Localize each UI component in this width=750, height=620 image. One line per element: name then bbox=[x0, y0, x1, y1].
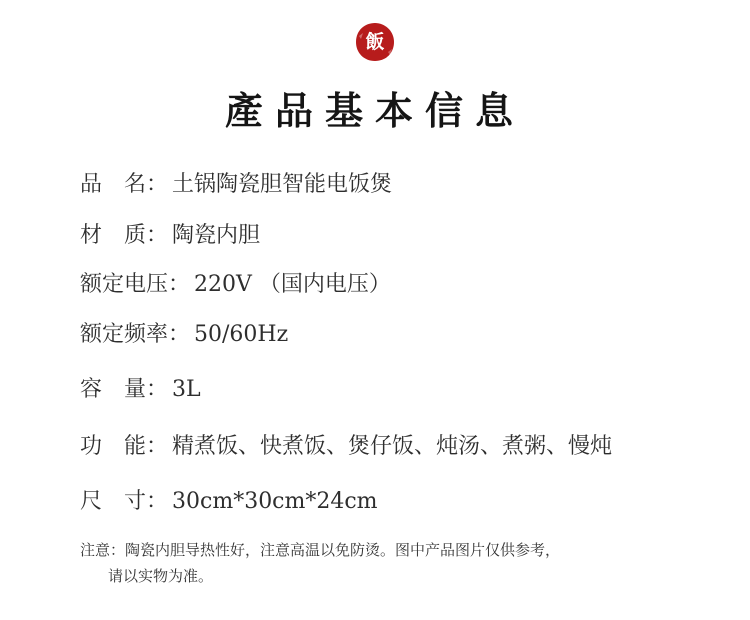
spec-label: 品 名： bbox=[80, 172, 169, 197]
spec-row-frequency bbox=[80, 320, 288, 350]
spec-value: 3L bbox=[172, 377, 201, 402]
care-note-line-1: 注意：陶瓷内胆导热性好，注意高温以免防烫。图中产品图片仅供参考， bbox=[80, 541, 561, 559]
spec-label: 尺 寸： bbox=[80, 489, 169, 514]
page-title: 產品基本信息 bbox=[224, 88, 525, 133]
spec-row-name bbox=[80, 170, 392, 200]
spec-row-capacity bbox=[80, 375, 201, 405]
spec-row-size bbox=[80, 487, 378, 517]
spec-value: 陶瓷内胆 bbox=[172, 223, 261, 248]
spec-value: 220V （国内电压） bbox=[194, 272, 391, 297]
spec-row-functions bbox=[80, 432, 612, 462]
seal-character: 飯 bbox=[365, 31, 385, 53]
spec-label: 材 质： bbox=[80, 223, 169, 248]
care-note-line-2: 请以实物为准。 bbox=[108, 567, 214, 585]
spec-row-material bbox=[80, 221, 260, 251]
care-note bbox=[80, 537, 700, 589]
seal-logo bbox=[355, 22, 395, 62]
spec-value: 50/60Hz bbox=[194, 322, 289, 347]
spec-label: 容 量： bbox=[80, 377, 169, 402]
spec-value: 土锅陶瓷胆智能电饭煲 bbox=[172, 172, 393, 197]
spec-label: 功 能： bbox=[80, 434, 169, 459]
spec-value: 精煮饭、快煮饭、煲仔饭、炖汤、煮粥、慢炖 bbox=[172, 434, 613, 459]
spec-label: 额定电压： bbox=[80, 272, 191, 297]
spec-row-voltage bbox=[80, 270, 391, 300]
spec-value: 30cm*30cm*24cm bbox=[172, 489, 378, 514]
spec-label: 额定频率： bbox=[80, 322, 191, 347]
